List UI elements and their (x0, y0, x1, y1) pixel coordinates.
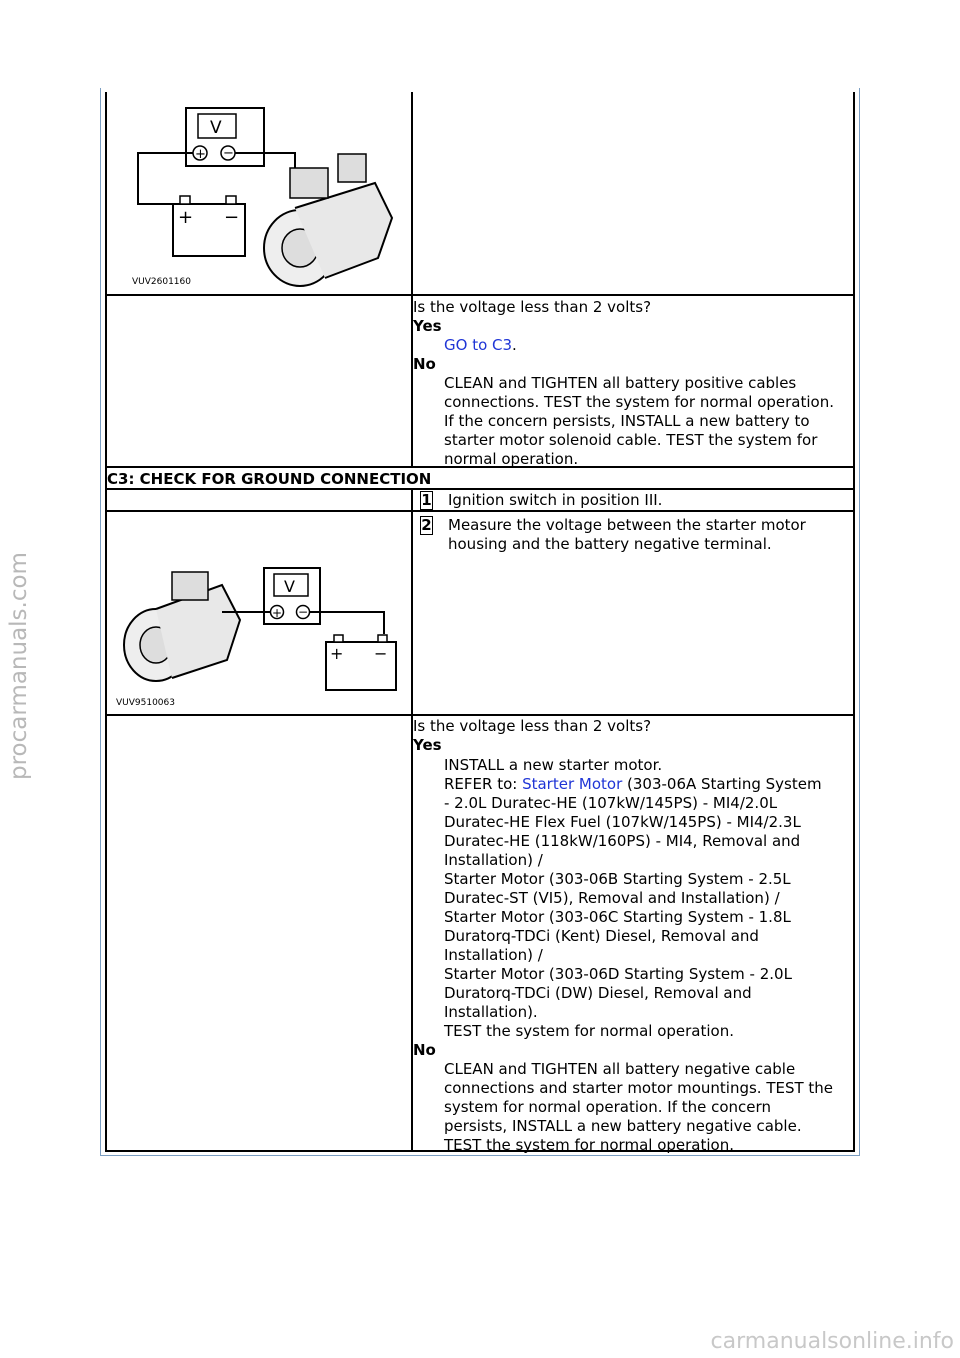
step-text: Ignition switch in position III. (448, 491, 663, 509)
svg-text:−: − (224, 207, 240, 228)
no-text-line: persists, INSTALL a new battery negative cable. (444, 1117, 802, 1135)
no-text-line: CLEAN and TIGHTEN all battery positive cables (444, 374, 797, 392)
yes-text-line: Starter Motor (303-06B Starting System - 2.5L (444, 870, 791, 888)
row-divider (105, 510, 855, 512)
figure-label: VUV2601160 (132, 277, 191, 287)
yes-text-line: Duratec-HE (118kW/160PS) - MI4, Removal and (444, 832, 801, 850)
yes-text-line: Installation) / (444, 851, 543, 869)
figure-ground-voltage (112, 550, 402, 710)
starter-motor-link[interactable]: Starter Motor (522, 775, 623, 793)
yes-text-line: INSTALL a new starter motor. (444, 756, 663, 774)
yes-label: Yes (413, 736, 442, 754)
meter-v-label: V (284, 577, 295, 596)
yes-text-line: Duratec-HE Flex Fuel (107kW/145PS) - MI4/2.3L (444, 813, 801, 831)
svg-text:+: + (272, 606, 283, 620)
section-title: C3: CHECK FOR GROUND CONNECTION (107, 470, 432, 488)
go-to-c3-link[interactable]: GO to C3 (444, 336, 513, 354)
yes-action: GO to C3. (444, 336, 517, 354)
no-text-line: normal operation. (444, 450, 579, 468)
row-divider (105, 294, 855, 296)
no-label: No (413, 355, 436, 373)
yes-text-line: Duratec-ST (VI5), Removal and Installation) / (444, 889, 780, 907)
yes-text-line: Starter Motor (303-06C Starting System - 1.8L (444, 908, 791, 926)
no-text-line: CLEAN and TIGHTEN all battery negative cable (444, 1060, 796, 1078)
yes-text-line: Duratorq-TDCi (Kent) Diesel, Removal and (444, 927, 759, 945)
yes-text-line: Starter Motor (303-06D Starting System - 2.0L (444, 965, 792, 983)
yes-text-line: TEST the system for normal operation. (444, 1022, 734, 1040)
svg-text:−: − (374, 644, 388, 663)
svg-text:−: − (298, 605, 309, 619)
figure-battery-voltage (130, 98, 402, 290)
yes-text-line: Duratorq-TDCi (DW) Diesel, Removal and (444, 984, 752, 1002)
no-text-line: TEST the system for normal operation. (444, 1136, 734, 1154)
meter-v-label: V (210, 118, 222, 138)
yes-text-line: - 2.0L Duratec-HE (107kW/145PS) - MI4/2.0L (444, 794, 778, 812)
no-label: No (413, 1041, 436, 1059)
no-text-line: If the concern persists, INSTALL a new battery to (444, 412, 810, 430)
figure-label: VUV9510063 (116, 698, 175, 708)
watermark-left: procarmanuals.com (6, 552, 32, 780)
no-text-line: starter motor solenoid cable. TEST the system for (444, 431, 818, 449)
step-number: 2 (421, 516, 432, 534)
refer-line: REFER to: Starter Motor (303-06A Starting System (444, 775, 822, 793)
svg-text:+: + (330, 644, 344, 663)
yes-label: Yes (413, 317, 442, 335)
svg-text:−: − (223, 146, 234, 161)
no-text-line: connections and starter motor mountings. TEST the (444, 1079, 834, 1097)
yes-text-line: Installation) / (444, 946, 543, 964)
step-number: 1 (421, 491, 432, 509)
no-text-line: connections. TEST the system for normal operation. (444, 393, 834, 411)
svg-text:+: + (178, 207, 194, 228)
yes-text-line: Installation). (444, 1003, 538, 1021)
column-divider (411, 92, 413, 466)
question-text: Is the voltage less than 2 volts? (413, 298, 652, 316)
step-text: Measure the voltage between the starter motor (448, 516, 806, 534)
row-divider (105, 714, 855, 716)
watermark-bottom-right: carmanualsonline.info (710, 1329, 954, 1354)
question-text: Is the voltage less than 2 volts? (413, 717, 652, 735)
no-text-line: system for normal operation. If the concern (444, 1098, 771, 1116)
svg-text:+: + (195, 147, 206, 162)
step-text: housing and the battery negative terminal. (448, 535, 772, 553)
